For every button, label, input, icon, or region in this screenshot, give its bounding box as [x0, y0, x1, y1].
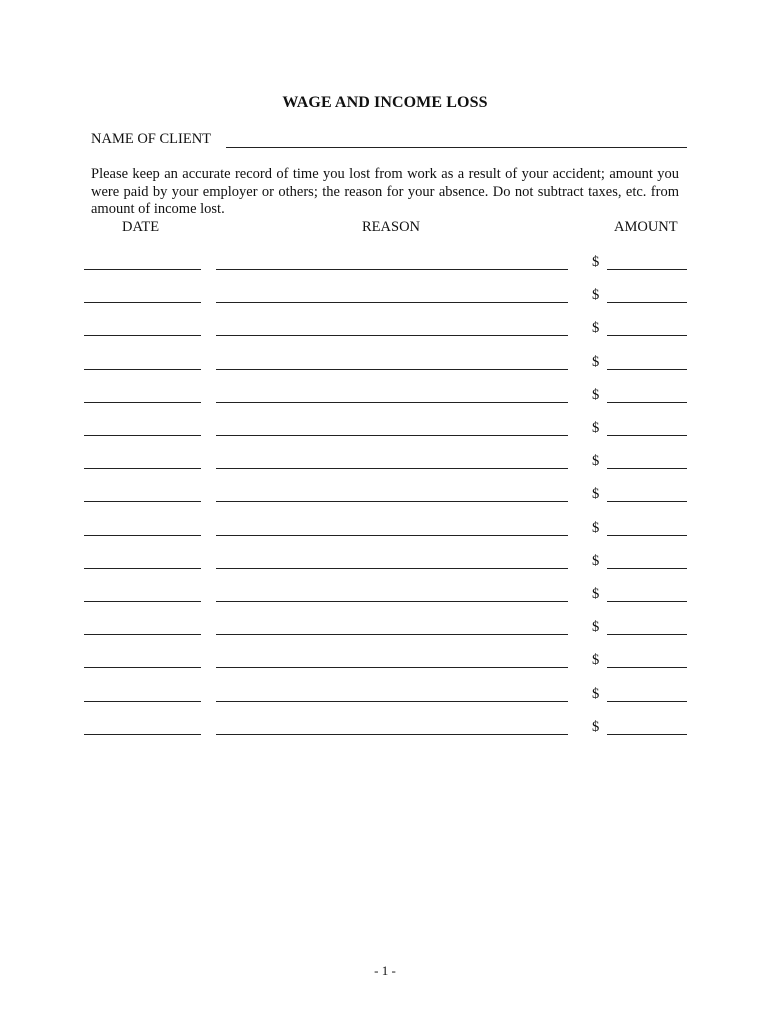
dollar-sign: $: [592, 420, 600, 436]
date-field[interactable]: [84, 667, 201, 668]
reason-field[interactable]: [216, 601, 568, 602]
column-header-date: DATE: [122, 219, 160, 235]
entry-row: [0, 287, 770, 307]
amount-field[interactable]: [607, 302, 687, 303]
date-field[interactable]: [84, 501, 201, 502]
date-field[interactable]: [84, 402, 201, 403]
instructions-text: Please keep an accurate record of time you lost from work as a result of your accident; amount you were paid by your employer or others; the reason for your absence. Do not subtract taxes, etc. from amount of income lost.: [91, 166, 679, 217]
amount-field[interactable]: [607, 701, 687, 702]
reason-field[interactable]: [216, 701, 568, 702]
entry-row: [0, 686, 770, 706]
reason-field[interactable]: [216, 535, 568, 536]
column-header-amount: AMOUNT: [614, 219, 678, 235]
date-field[interactable]: [84, 634, 201, 635]
entry-row: [0, 619, 770, 639]
date-field[interactable]: [84, 468, 201, 469]
date-field[interactable]: [84, 601, 201, 602]
dollar-sign: $: [592, 287, 600, 304]
entry-row: [0, 320, 770, 340]
amount-field[interactable]: [607, 435, 687, 436]
dollar-sign: $: [592, 519, 600, 536]
amount-field[interactable]: [607, 468, 687, 469]
amount-field[interactable]: [607, 269, 687, 270]
entry-row: [0, 719, 770, 739]
amount-field[interactable]: [607, 634, 687, 635]
page-number: - 1 -: [374, 963, 396, 978]
date-field[interactable]: [84, 269, 201, 270]
dollar-sign: $: [592, 685, 600, 702]
date-field[interactable]: [84, 568, 201, 569]
entry-row: [0, 354, 770, 374]
dollar-sign: $: [592, 486, 600, 503]
dollar-sign: $: [592, 254, 600, 270]
dollar-sign: $: [592, 619, 600, 636]
amount-field[interactable]: [607, 667, 687, 668]
entry-row: [0, 520, 770, 540]
dollar-sign: $: [592, 453, 600, 470]
reason-field[interactable]: [216, 269, 568, 270]
reason-field[interactable]: [216, 667, 568, 668]
amount-field[interactable]: [607, 369, 687, 370]
client-name-label: NAME OF CLIENT: [91, 131, 212, 147]
entry-row: [0, 486, 770, 506]
dollar-sign: $: [592, 386, 600, 403]
date-field[interactable]: [84, 302, 201, 303]
entry-row: [0, 453, 770, 473]
entry-row: [0, 254, 770, 274]
reason-field[interactable]: [216, 402, 568, 403]
amount-field[interactable]: [607, 568, 687, 569]
column-header-reason: REASON: [362, 219, 421, 235]
form-title: WAGE AND INCOME LOSS: [282, 94, 488, 111]
reason-field[interactable]: [216, 369, 568, 370]
reason-field[interactable]: [216, 302, 568, 303]
entry-row: [0, 586, 770, 606]
amount-field[interactable]: [607, 335, 687, 336]
reason-field[interactable]: [216, 568, 568, 569]
date-field[interactable]: [84, 335, 201, 336]
dollar-sign: $: [592, 552, 600, 569]
reason-field[interactable]: [216, 335, 568, 336]
reason-field[interactable]: [216, 435, 568, 436]
amount-field[interactable]: [607, 734, 687, 735]
amount-field[interactable]: [607, 501, 687, 502]
date-field[interactable]: [84, 701, 201, 702]
reason-field[interactable]: [216, 634, 568, 635]
entry-row: [0, 652, 770, 672]
entry-row: [0, 387, 770, 407]
amount-field[interactable]: [607, 601, 687, 602]
dollar-sign: $: [592, 718, 600, 735]
reason-field[interactable]: [216, 468, 568, 469]
date-field[interactable]: [84, 369, 201, 370]
amount-field[interactable]: [607, 535, 687, 536]
dollar-sign: $: [592, 652, 600, 669]
entry-row: [0, 553, 770, 573]
entry-row: [0, 420, 770, 440]
dollar-sign: $: [592, 320, 600, 337]
reason-field[interactable]: [216, 501, 568, 502]
date-field[interactable]: [84, 535, 201, 536]
date-field[interactable]: [84, 734, 201, 735]
dollar-sign: $: [592, 586, 600, 602]
amount-field[interactable]: [607, 402, 687, 403]
date-field[interactable]: [84, 435, 201, 436]
dollar-sign: $: [592, 353, 600, 370]
reason-field[interactable]: [216, 734, 568, 735]
